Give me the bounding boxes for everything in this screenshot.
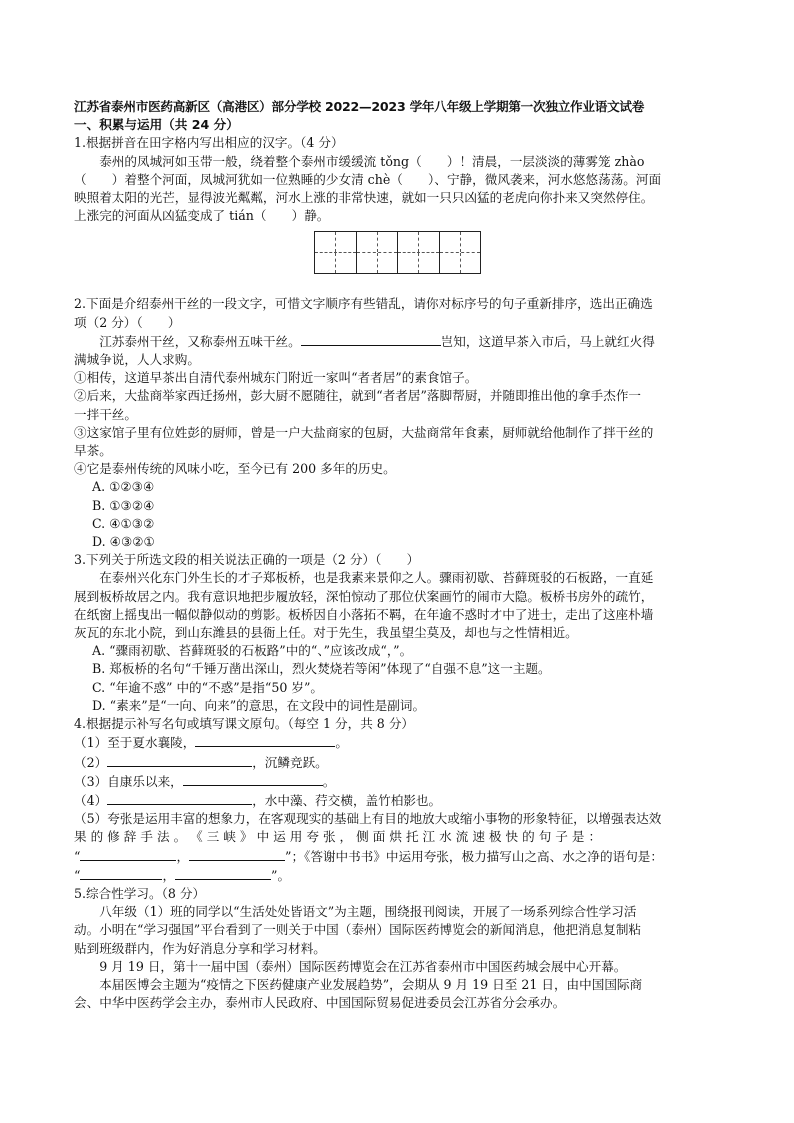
q4-line-3: （3）自康乐以来， 。	[74, 773, 336, 789]
q3-passage-1: 在泰州兴化东门外生长的才子郑板桥，也是我素来景仰之人。骤雨初歇、苔藓斑驳的石板路，一直延	[99, 570, 654, 586]
q2-text-1: 江苏泰州干丝，又称泰州五味干丝。 岂知，这道早茶入市后，马上就红火得	[99, 333, 655, 349]
q4-line-5a: （5）夸张是运用丰富的想象力，在客观现实的基础上有目的地放大或缩小事物的形象特征，以增强表达效	[74, 811, 662, 827]
grid-cell[interactable]	[315, 232, 357, 273]
answer-blank[interactable]	[107, 791, 252, 805]
q2-sentence-2b: 一拌干丝。	[74, 406, 137, 422]
grid-cell[interactable]	[398, 232, 440, 273]
q4-line-2: （2） ，沉鳞竞跃。	[74, 754, 328, 770]
q2-sentence-1: ①相传，这道早茶出自清代泰州城东门附近一家叫“者者居”的素食馆子。	[74, 370, 478, 386]
q2-stem-2: 项（2 分）（ ）	[74, 314, 181, 330]
q1-text-2: （ ）着整个河面，凤城河犹如一位熟睡的少女清 chè（ ）、宁静，微风袭来，河水悠悠荡荡。河面	[74, 171, 662, 187]
answer-blank[interactable]	[175, 866, 271, 880]
q2-option-d[interactable]: D. ④③②①	[92, 534, 155, 550]
q2-sentence-3a: ③这家馆子里有位姓彭的厨师，曾是一户大盐商家的包厨，大盐商常年食素，厨师就给他制作了拌干丝的	[74, 424, 654, 440]
q2-stem-1: 2.下面是介绍泰州干丝的一段文字，可惜文字顺序有些错乱，请你对标序号的句子重新排序，选出正确选	[74, 296, 653, 312]
q5-para-3b: 会、中华中医药学会主办，泰州市人民政府、中国国际贸易促进委员会江苏省分会承办。	[74, 995, 566, 1011]
q3-option-a[interactable]: A. “骤雨初歇、苔藓斑驳的石板路”中的“、”应该改成“，”。	[92, 643, 413, 659]
exam-title: 江苏省泰州市医药高新区（高港区）部分学校 2022—2023 学年八年级上学期第一次独立作业语文试卷	[74, 99, 645, 114]
q5-stem: 5.综合性学习。（8 分）	[74, 885, 206, 901]
q3-option-d[interactable]: D. “素来”是“一向、向来”的意思，在文段中的词性是副词。	[92, 697, 426, 713]
q3-passage-4: 灰瓦的东北小院，到山东潍县的县衙上任。对于先生，我虽望尘莫及，却也与之性情相近。	[74, 625, 578, 641]
q4-line-1: （1）至于夏水襄陵， 。	[74, 735, 348, 751]
q4-line-5b: 果 的 修 辞 手 法 。 《 三 峡 》 中 运 用 夸 张 ， 侧 面 烘 托 江 水 流 速 极 快 的 句 子 是 ：	[74, 829, 602, 845]
answer-blank[interactable]	[301, 332, 441, 346]
q2-option-b[interactable]: B. ①③②④	[92, 497, 155, 513]
q2-sentence-2a: ②后来，大盐商举家西迁扬州，彭大厨不愿随往，就到“者者居”落脚帮厨，并随即推出他的拿手杰作一	[74, 388, 642, 404]
q2-option-c[interactable]: C. ④①③②	[92, 515, 155, 531]
q3-passage-2: 展到板桥故居之内。我有意识地把步履放轻，深怕惊动了那位伏案画竹的闹市大隐。板桥书房外的疏竹，	[74, 588, 654, 604]
q2-sentence-4: ④它是泰州传统的风味小吃，至今已有 200 多年的历史。	[74, 461, 396, 477]
q1-stem: 1.根据拼音在田字格内写出相应的汉字。（4 分）	[74, 135, 344, 151]
q4-line-5c: “ ， ”；《答谢中书书》中运用夸张，极力描写山之高、水之净的语句是：	[74, 848, 663, 864]
q4-stem: 4.根据提示补写名句或填写课文原句。（每空 1 分，共 8 分）	[74, 716, 415, 732]
q1-text-4: 上涨完的河面从凶猛变成了 tián（ ）静。	[74, 208, 330, 224]
answer-blank[interactable]	[107, 753, 252, 767]
answer-blank[interactable]	[80, 847, 176, 861]
answer-blank[interactable]	[195, 733, 335, 747]
q5-para-3a: 本届医博会主题为“疫情之下医药健康产业发展趋势”，会期从 9 月 19 日至 21 日，由中国国际商	[99, 976, 643, 992]
q5-para-2: 9 月 19 日，第十一届中国（泰州）国际医药博览会在江苏省泰州市中国医药城会展中心开幕。	[99, 958, 627, 974]
q2-text-2: 满城争说，人人求购。	[74, 352, 200, 368]
q4-line-4: （4） ，水中藻、荇交横，盖竹柏影也。	[74, 792, 442, 808]
answer-blank[interactable]	[80, 866, 162, 880]
q5-para-1b: 动。小明在“学习强国”平台看到了一则关于中国（泰州）国际医药博览会的新闻消息，他把消息复制粘	[74, 922, 642, 938]
grid-cell[interactable]	[440, 232, 481, 273]
q5-para-1c: 贴到班级群内，作为好消息分享和学习材料。	[74, 940, 326, 956]
answer-blank[interactable]	[183, 772, 323, 786]
q4-line-5d: “ ， ”。	[74, 867, 291, 883]
grid-cell[interactable]	[357, 232, 399, 273]
q5-para-1a: 八年级（1）班的同学以“生活处处皆语文”为主题，围绕报刊阅读，开展了一场系列综合性学习活	[99, 904, 637, 920]
section-heading: 一、积累与运用（共 24 分）	[74, 117, 239, 133]
q2-option-a[interactable]: A. ①②③④	[92, 479, 155, 495]
q3-option-c[interactable]: C. “年逾不惑” 中的“不惑”是指“50 岁”。	[92, 679, 323, 695]
q3-stem: 3.下列关于所选文段的相关说法正确的一项是（2 分）（ ）	[74, 552, 420, 568]
q3-passage-3: 在纸窗上摇曳出一幅似静似动的剪影。板桥因自小落拓不羁，在年逾不惑时才中了进士，走出了这座朴墙	[74, 606, 654, 622]
q2-sentence-3b: 早茶。	[74, 443, 112, 459]
answer-blank[interactable]	[189, 847, 285, 861]
q1-text-3: 映照着太阳的光芒，显得波光粼粼，河水上涨的非常快速，就如一只只凶猛的老虎向你扑来又突然停住。	[74, 190, 654, 206]
q1-text-1: 泰州的凤城河如玉带一般，绕着整个泰州市缓缓流 tǒng（ ）！清晨，一层淡淡的薄雾笼 zhào	[99, 153, 645, 169]
exam-page	[74, 98, 722, 1012]
q3-option-b[interactable]: B. 郑板桥的名句“千锤万凿出深山，烈火焚烧若等闲”体现了“自强不息”这一主题。	[92, 661, 551, 677]
tianzige-grid[interactable]	[314, 231, 481, 274]
